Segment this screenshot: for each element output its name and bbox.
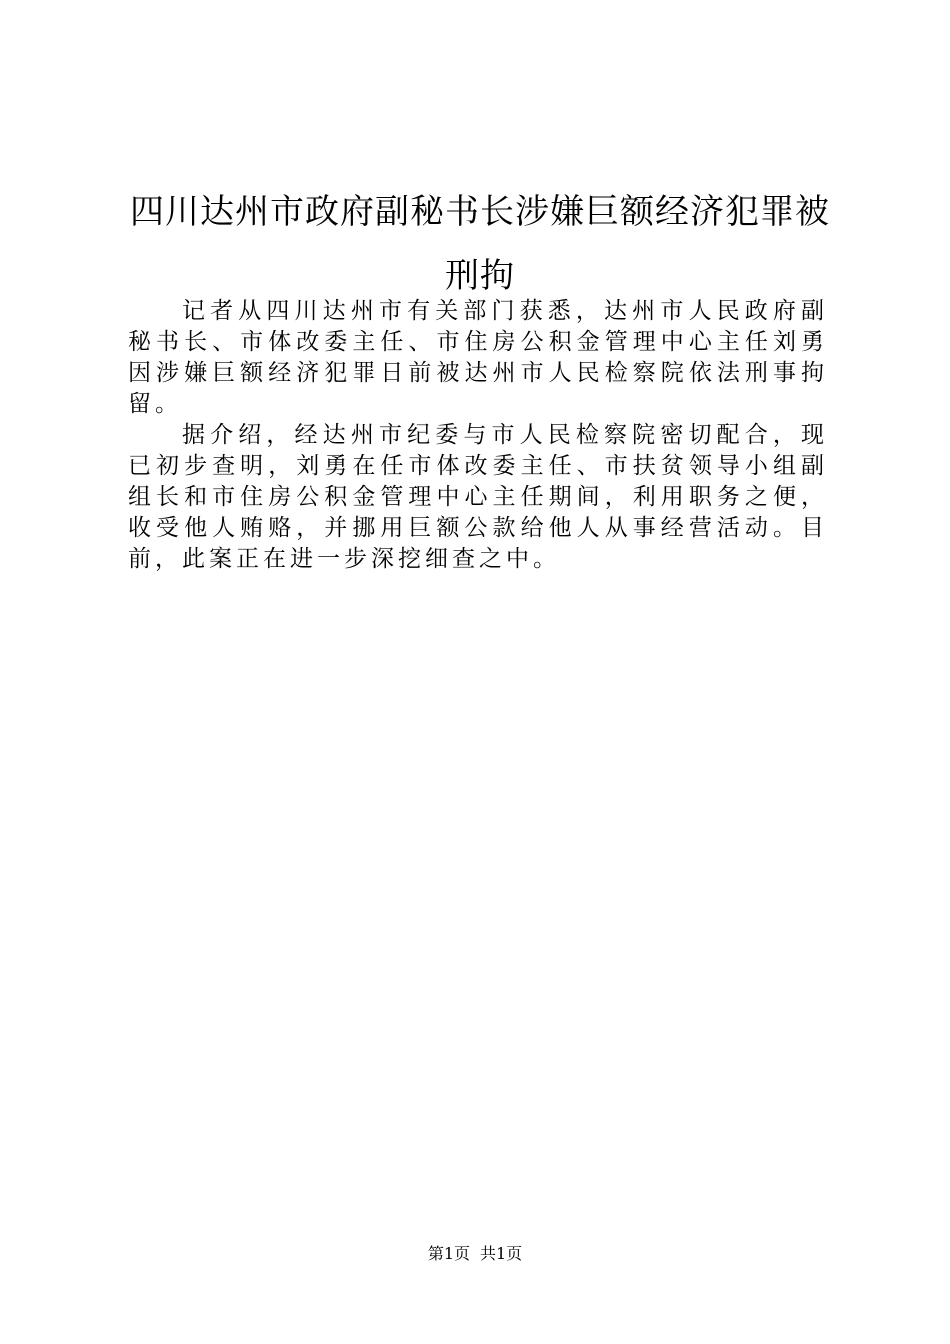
paragraph-2: 据介绍，经达州市纪委与市人民检察院密切配合，现已初步查明，刘勇在任市体改委主任、市扶贫领导小组副组长和市住房公积金管理中心主任期间，利用职务之便，收受他人贿赂，并挪用巨额公款给他人从事经营活动。目前，此案正在进一步深挖细查之中。 bbox=[128, 422, 828, 572]
page-footer bbox=[0, 1243, 950, 1265]
page-total: 共1页 bbox=[480, 1244, 523, 1263]
paragraph-1: 记者从四川达州市有关部门获悉，达州市人民政府副秘书长、市体改委主任、市住房公积金管理中心主任刘勇因涉嫌巨额经济犯罪日前被达州市人民检察院依法刑事拘留。 bbox=[128, 298, 828, 417]
page-number: 第1页 bbox=[427, 1244, 470, 1263]
document-body bbox=[128, 296, 828, 575]
document-title: 四川达州市政府副秘书长涉嫌巨额经济犯罪被刑拘 bbox=[130, 192, 830, 296]
